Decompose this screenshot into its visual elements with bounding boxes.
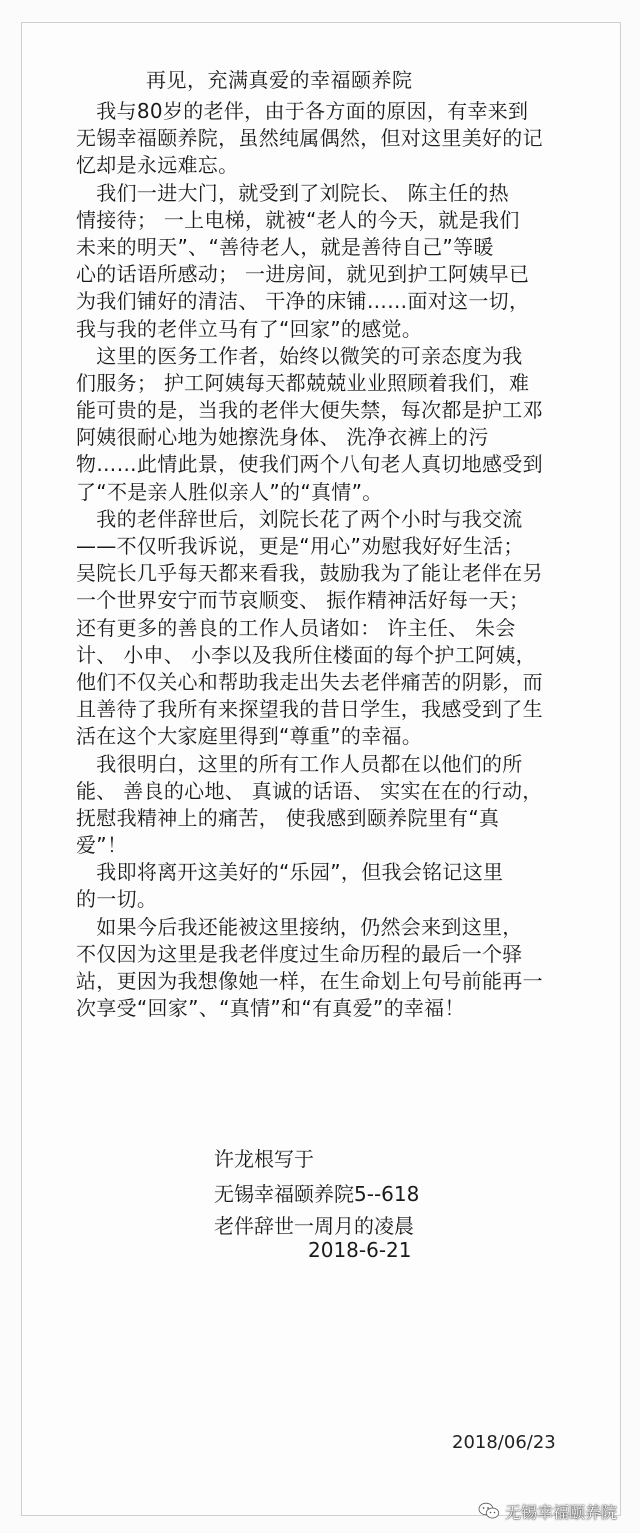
letter-line: 爱”！ xyxy=(76,833,128,858)
signature-date: 2018-6-21 xyxy=(308,1238,412,1262)
letter-line: 能可贵的是，当我的老伴大便失禁，每次都是护工邓 xyxy=(76,398,543,423)
letter-line: 忆却是永远难忘。 xyxy=(76,153,239,178)
letter-line: 我很明白，这里的所有工作人员都在以他们的所 xyxy=(76,751,523,776)
letter-line: 的一切。 xyxy=(76,887,158,912)
letter-line: 如果今后我还能被这里接纳，仍然会来到这里， xyxy=(76,914,523,939)
wechat-icon xyxy=(478,1502,500,1520)
letter-line: 我即将离开这美好的“乐园”，但我会铭记这里 xyxy=(76,860,504,885)
letter-line: 我的老伴辞世后，刘院长花了两个小时与我交流 xyxy=(76,506,523,531)
letter-line: 为我们铺好的清洁、 干净的床铺……面对这一切， xyxy=(76,289,530,314)
watermark xyxy=(478,1500,617,1522)
stamp-date: 2018/06/23 xyxy=(452,1432,556,1453)
letter-line: 了“不是亲人胜似亲人”的“真情”。 xyxy=(76,479,383,504)
letter-line: 还有更多的善良的工作人员诸如： 许主任、 朱会 xyxy=(76,615,516,640)
letter-line: 未来的明天”、“善待老人，就是善待自己”等暖 xyxy=(76,234,494,259)
signature-author: 许龙根写于 xyxy=(214,1147,314,1171)
watermark-text: 无锡幸福颐养院 xyxy=(505,1502,618,1522)
signature-occasion: 老伴辞世一周月的凌晨 xyxy=(214,1214,414,1238)
letter-line: 吴院长几乎每天都来看我，鼓励我为了能让老伴在另 xyxy=(76,561,543,586)
letter-line: 无锡幸福颐养院，虽然纯属偶然，但对这里美好的记 xyxy=(76,126,543,151)
letter-line: 我与80岁的老伴，由于各方面的原因，有幸来到 xyxy=(76,99,529,123)
letter-line: 们服务； 护工阿姨每天都兢兢业业照顾着我们，难 xyxy=(76,370,530,395)
letter-line: 且善待了我所有来探望我的昔日学生，我感受到了生 xyxy=(76,697,543,722)
letter-line: 物……此情此景，使我们两个八旬老人真切地感受到 xyxy=(76,452,543,477)
letter-line: 站，更因为我想像她一样，在生命划上句号前能再一 xyxy=(76,969,543,993)
letter-line: 计、 小申、 小李以及我所住楼面的每个护工阿姨， xyxy=(76,642,536,667)
letter-line: 情接待； 一上电梯，就被“老人的今天，就是我们 xyxy=(76,207,520,232)
letter-line: 抚慰我精神上的痛苦， 使我感到颐养院里有“真 xyxy=(76,805,500,830)
letter-line: 次享受“回家”、“真情”和“有真爱”的幸福！ xyxy=(76,996,465,1021)
letter-line: 一个世界安宁而节哀顺变、 振作精神活好每一天； xyxy=(76,588,530,613)
letter-line: 这里的医务工作者，始终以微笑的可亲态度为我 xyxy=(76,343,523,368)
letter-body xyxy=(76,98,588,1022)
letter-line: ——不仅听我诉说，更是“用心”劝慰我好好生活； xyxy=(76,534,524,558)
letter-line: 心的话语所感动； 一进房间，就见到护工阿姨早已 xyxy=(76,262,530,287)
letter-line: 阿姨很耐心地为她擦洗身体、 洗净衣裤上的污 xyxy=(76,425,489,450)
letter-title: 再见，充满真爱的幸福颐养院 xyxy=(146,68,413,92)
letter-line: 他们不仅关心和帮助我走出失去老伴痛苦的阴影，而 xyxy=(76,669,543,694)
letter-line: 我们一进大门，就受到了刘院长、 陈主任的热 xyxy=(76,180,509,205)
letter-line: 活在这个大家庭里得到“尊重”的幸福。 xyxy=(76,724,423,749)
letter-line: 能、 善良的心地、 真诚的话语、 实实在在的行动， xyxy=(76,778,543,803)
letter-line: 我与我的老伴立马有了“回家”的感觉。 xyxy=(76,316,423,341)
letter-line: 不仅因为这里是我老伴度过生命历程的最后一个驿 xyxy=(76,941,523,966)
signature-place: 无锡幸福颐养院5--618 xyxy=(214,1182,420,1206)
